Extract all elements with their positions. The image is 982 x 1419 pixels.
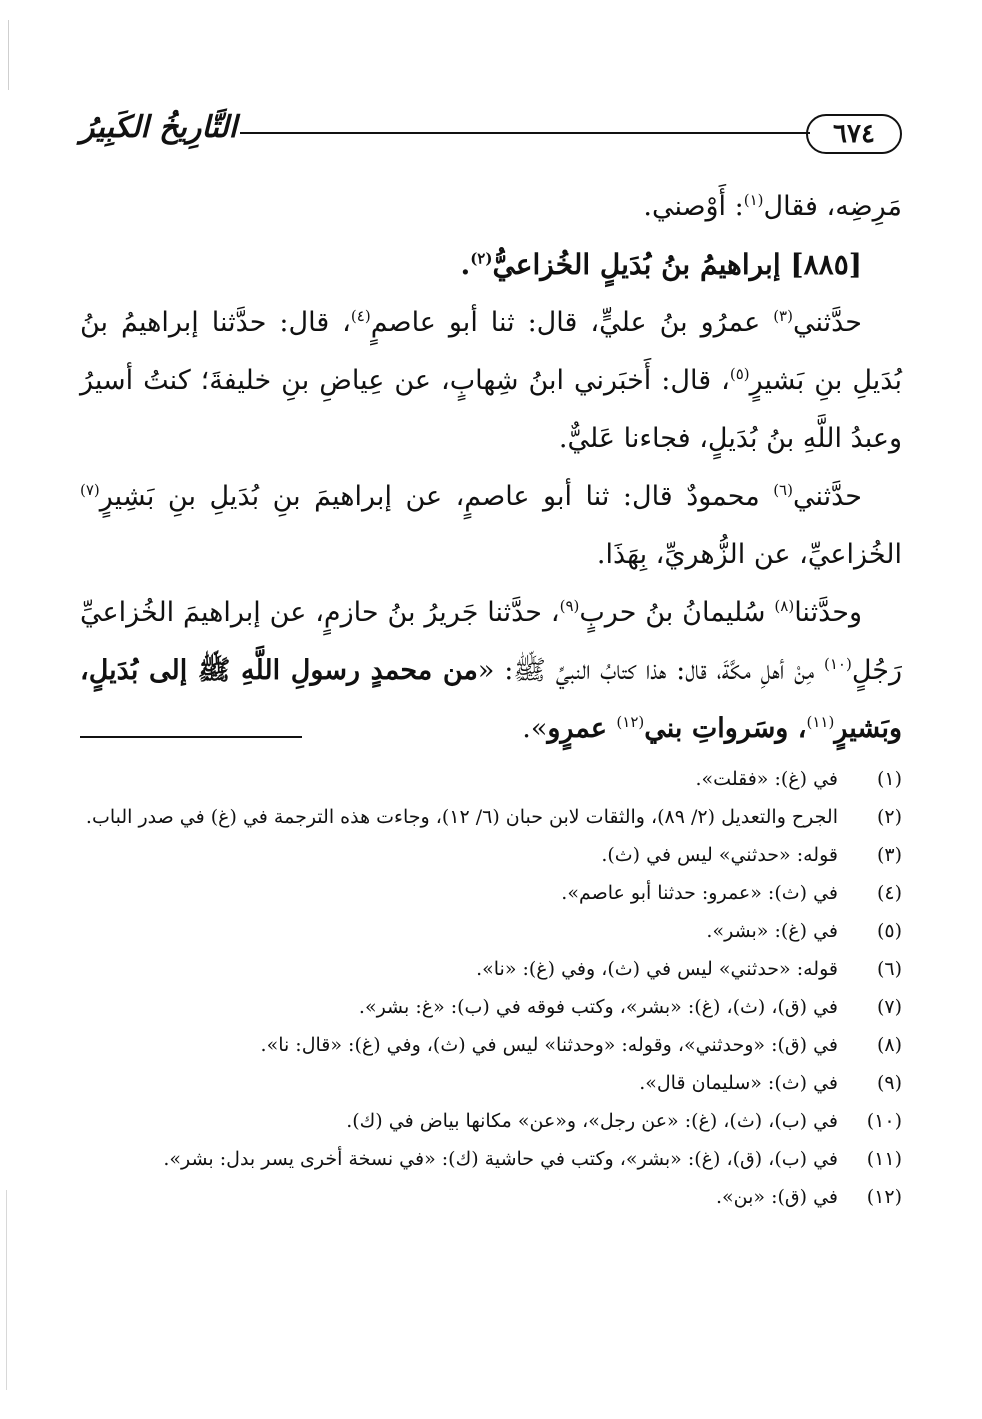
- footnote-text: في (ث): «سليمان قال».: [639, 1072, 838, 1094]
- footnote-ref[interactable]: (٤): [350, 307, 371, 325]
- text-run: عمرُو بنُ عليٍّ، قال: ثنا أبو عاصمٍ: [370, 307, 774, 338]
- footnote-ref[interactable]: (٣): [773, 307, 793, 325]
- footnote-text: في (ب)، (ث)، (غ): «عن رجل»، و«عن» مكانها بياض في (ك).: [346, 1110, 838, 1132]
- scan-edge-mark: [8, 20, 9, 90]
- footnote-ref[interactable]: (٢): [470, 249, 493, 268]
- footnote-text: في (غ): «فقلت».: [695, 768, 838, 790]
- footnote-number: (٩): [876, 1072, 902, 1094]
- text-run: ».: [522, 713, 548, 744]
- footnote-text: في (ث): «عمرو: حدثنا أبو عاصم».: [561, 882, 838, 904]
- paragraph: [80, 178, 902, 236]
- text-run: حدَّثني: [792, 481, 862, 512]
- footnote-text: في (ق)، (ث)، (غ): «بشر»، وكتب فوقه في (ب): «غ: بشر».: [358, 996, 838, 1018]
- footnote-number: (٥): [876, 920, 902, 942]
- text-run: وحدَّثنا: [794, 597, 862, 628]
- running-header: [80, 110, 902, 158]
- text-run: : أَوْصني.: [643, 191, 744, 222]
- entry-heading: [80, 236, 902, 294]
- text-run: سُليمانُ بنُ حربٍ: [579, 597, 775, 628]
- page-number: ٦٧٤: [806, 114, 902, 154]
- paragraph: [80, 468, 902, 584]
- footnote-text: في (ب)، (ق)، (غ): «بشر»، وكتب في حاشية (ك): «في نسخة أخرى يسر بدل: بشر».: [163, 1148, 838, 1170]
- footnote-text: قوله: «حدثني» ليس في (ث).: [601, 844, 838, 866]
- footnote-number: (٣): [876, 844, 902, 866]
- footnote-text: في (غ): «بشر».: [706, 920, 838, 942]
- text-run: ، قال: أَخبَرني ابنُ شِهابٍ، عن عِياضِ بنِ خليفةَ؛ كنتُ أسيرُ وعبدُ اللَّهِ بنُ بُدَيلٍ، فجاءنا عَليٌّ.: [80, 365, 902, 454]
- footnote-number: (١٢): [866, 1186, 902, 1208]
- footnote-number: (١١): [866, 1148, 902, 1170]
- footnote-number: (٨): [876, 1034, 902, 1056]
- text-run: حدَّثني: [792, 307, 862, 338]
- paragraph: [80, 294, 902, 468]
- footnote: [80, 950, 902, 988]
- footnote-ref[interactable]: (٥): [729, 365, 750, 383]
- footnote-number: (٦): [876, 958, 902, 980]
- text-run: محمودٌ قال: ثنا أبو عاصمٍ، عن إبراهيمَ بنِ بُدَيلِ بنِ بَشِيرٍ: [99, 481, 774, 512]
- text-run: مَرِضِه، فقال: [763, 191, 902, 222]
- footnote-ref[interactable]: (١٢): [616, 713, 645, 731]
- quoted-letter-text: من محمدٍ رسولِ اللَّهِ ﷺ إلى بُدَيلٍ، وبَشيرٍ: [80, 655, 902, 744]
- footnote-ref[interactable]: (٧): [80, 481, 100, 499]
- footnote: [80, 1026, 902, 1064]
- footnote-number: (٧): [876, 996, 902, 1018]
- book-title: التَّارِيخُ الكَبِيرُ: [80, 110, 238, 145]
- quoted-letter-text: ، وسَرواتِ بني: [644, 713, 807, 744]
- footnote-ref[interactable]: (٨): [774, 597, 795, 615]
- text-run: الخُزاعيِّ، عن الزُّهريِّ، بِهَذَا.: [596, 539, 902, 570]
- footnote-number: (٤): [876, 882, 902, 904]
- footnote-ref[interactable]: (١١): [806, 713, 835, 731]
- footnote: [80, 912, 902, 950]
- main-text: [80, 178, 902, 758]
- paragraph: [80, 584, 902, 758]
- footnote: [80, 1140, 902, 1178]
- footnote-ref[interactable]: (٦): [773, 481, 793, 499]
- footnote: [80, 1102, 902, 1140]
- scan-edge-mark: [6, 1190, 7, 1390]
- footnote: [80, 836, 902, 874]
- footnote: [80, 988, 902, 1026]
- footnote-ref[interactable]: (١): [743, 191, 764, 209]
- text-run: .: [460, 248, 471, 281]
- footnote: [80, 1178, 902, 1216]
- quoted-letter-text: عمرٍو: [547, 713, 617, 744]
- footnote-number: (١٠): [866, 1110, 902, 1132]
- text-run: ، حدَّثنا جَريرُ بنُ حازمٍ، عن إبراهيمَ الخُزاعيِّ رَجُلٍ: [80, 597, 902, 686]
- page: [80, 0, 902, 1419]
- text-run: ، قال: حدَّثنا إبراهيمُ بنُ بُدَيلِ بنِ بَشيرٍ: [80, 307, 902, 396]
- footnote: [80, 1064, 902, 1102]
- footnote-text: قوله: «حدثني» ليس في (ث)، وفي (غ): «نا».: [476, 958, 838, 980]
- footnote-ref[interactable]: (١٠): [823, 655, 852, 673]
- footnote: [80, 760, 902, 798]
- footnote-ref[interactable]: (٩): [559, 597, 580, 615]
- footnote-text: الجرح والتعديل (٢/ ٨٩)، والثقات لابن حبان (٦/ ١٢)، وجاءت هذه الترجمة في (غ) في صدر الباب.: [85, 806, 838, 828]
- text-run: مِنْ أهلِ مكَّةَ، قال: هذا كتابُ النبيِّ ﷺ: «: [477, 655, 824, 686]
- footnote: [80, 874, 902, 912]
- footnote: [80, 798, 902, 836]
- text-run: [٨٨٥] إبراهيمُ بنُ بُدَيلٍ الخُزاعيُّ: [492, 248, 862, 281]
- footnote-number: (٢): [876, 806, 902, 828]
- footnote-separator: [80, 736, 302, 738]
- footnote-number: (١): [876, 768, 902, 790]
- header-rule: [240, 132, 810, 134]
- footnote-text: في (ق): «وحدثني»، وقوله: «وحدثنا» ليس في (ث)، وفي (غ): «قال: نا».: [260, 1034, 838, 1056]
- footnote-text: في (ق): «بن».: [715, 1186, 838, 1208]
- footnotes: [80, 760, 902, 1216]
